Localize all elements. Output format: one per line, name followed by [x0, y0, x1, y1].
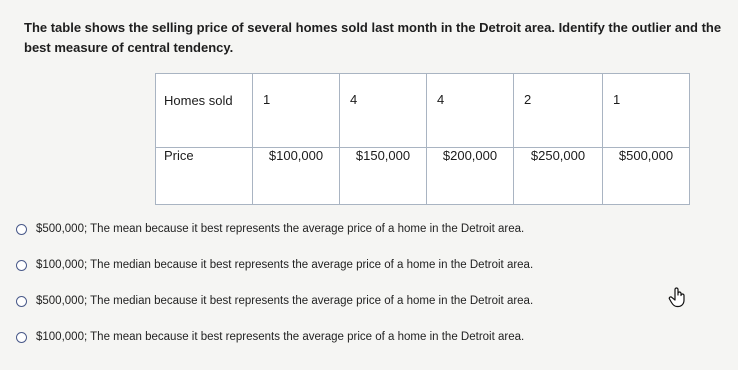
table-cell: 4: [340, 74, 427, 148]
row-header-homes-sold: Homes sold: [156, 74, 253, 148]
radio-button[interactable]: [16, 332, 27, 343]
table-cell: $200,000: [427, 148, 514, 205]
answer-options: [16, 222, 533, 366]
row-header-price: Price: [156, 148, 253, 205]
table-row: [156, 74, 690, 148]
table-cell: 4: [427, 74, 514, 148]
option-label: $500,000; The mean because it best represents the average price of a home in the Detroit area.: [36, 223, 525, 235]
table-cell: $500,000: [603, 148, 690, 205]
table-cell: 2: [514, 74, 603, 148]
answer-option-2[interactable]: [16, 258, 533, 272]
option-label: $100,000; The median because it best represents the average price of a home in the Detroit area.: [36, 259, 534, 271]
price-table: [155, 73, 690, 205]
radio-button[interactable]: [16, 224, 27, 235]
hand-pointer-icon: [666, 285, 690, 309]
option-label: $500,000; The median because it best represents the average price of a home in the Detroit area.: [36, 295, 534, 307]
table-row: [156, 148, 690, 205]
answer-option-1[interactable]: [16, 222, 533, 236]
question-text: The table shows the selling price of several homes sold last month in the Detroit area. Identify the outlier and the best measure of central tendency.: [24, 20, 722, 55]
radio-button[interactable]: [16, 296, 27, 307]
answer-option-3[interactable]: [16, 294, 533, 308]
answer-option-4[interactable]: [16, 330, 533, 344]
table-cell: $150,000: [340, 148, 427, 205]
radio-button[interactable]: [16, 260, 27, 271]
table-cell: $100,000: [253, 148, 340, 205]
table-cell: 1: [603, 74, 690, 148]
table-cell: $250,000: [514, 148, 603, 205]
option-label: $100,000; The mean because it best represents the average price of a home in the Detroit area.: [36, 331, 525, 343]
table-cell: 1: [253, 74, 340, 148]
